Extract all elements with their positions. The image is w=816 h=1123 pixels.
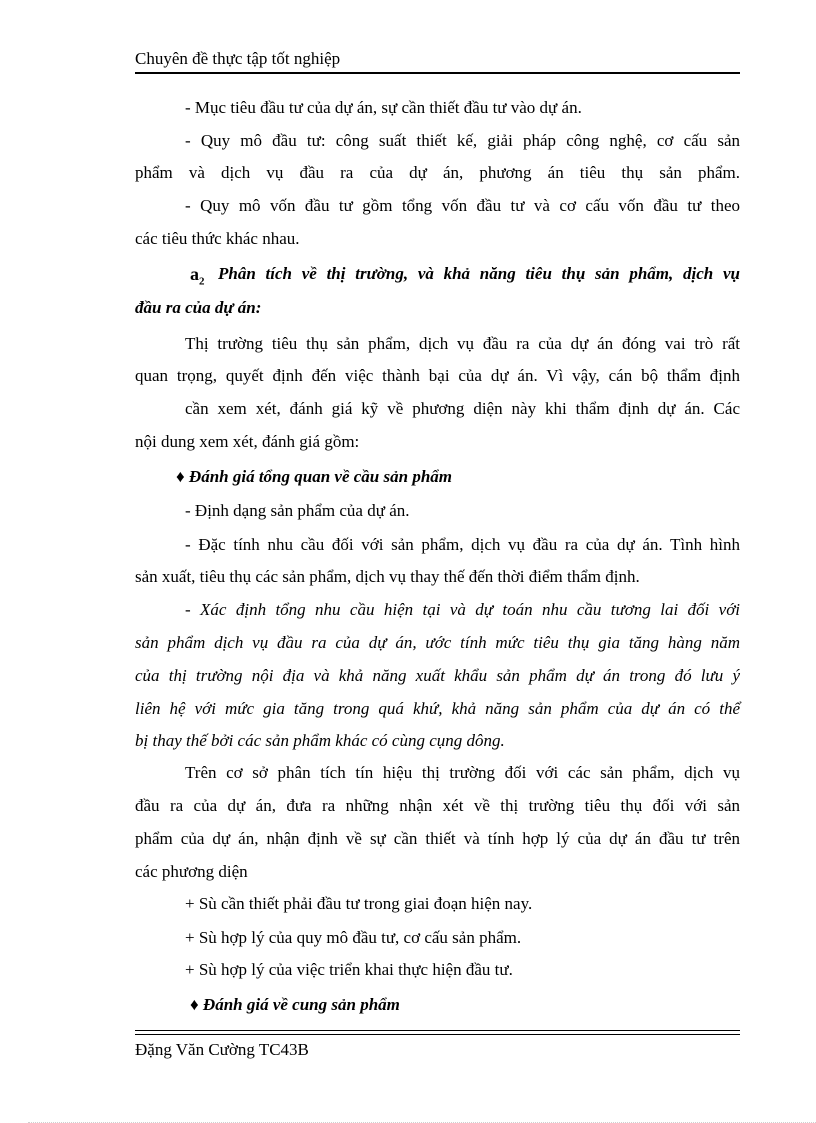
italic-line: sản phẩm dịch vụ đầu ra của dự án, ước tính mức tiêu thụ gia tăng hàng năm bbox=[135, 633, 740, 652]
heading-label: $a_2$ bbox=[190, 264, 205, 288]
list-item: + Sù cần thiết phải đầu tư trong giai đoạn hiện nay. bbox=[185, 894, 533, 913]
section-heading bbox=[190, 264, 205, 292]
body-line: các tiêu thức khác nhau. bbox=[135, 229, 300, 248]
body-line: quan trọng, quyết định đến việc thành bại của dự án. Vì vậy, cán bộ thẩm định bbox=[135, 366, 740, 385]
page-footer: Đặng Văn Cường TC43B bbox=[135, 1040, 309, 1059]
body-line: phẩm của dự án, nhận định về sự cần thiết và tính hợp lý của dự án đầu tư trên bbox=[135, 829, 740, 848]
footer-rule bbox=[135, 1030, 740, 1031]
body-line: - Đặc tính nhu cầu đối với sản phẩm, dịch vụ đầu ra của dự án. Tình hình bbox=[185, 535, 740, 554]
body-line: đầu ra của dự án, đưa ra những nhận xét về thị trường tiêu thụ đối với sản bbox=[135, 796, 740, 815]
body-line: phẩm và dịch vụ đầu ra của dự án, phương án tiêu thụ sản phẩm. bbox=[135, 163, 740, 182]
section-heading-text: đầu ra của dự án: bbox=[135, 298, 262, 317]
body-line: - Định dạng sản phẩm của dự án. bbox=[185, 501, 410, 520]
section-heading-text: Phân tích về thị trường, và khả năng tiêu thụ sản phẩm, dịch vụ bbox=[218, 264, 740, 283]
list-item: + Sù hợp lý của quy mô đầu tư, cơ cấu sản phẩm. bbox=[185, 928, 522, 947]
body-line: cần xem xét, đánh giá kỹ về phương diện này khi thẩm định dự án. Các bbox=[185, 399, 740, 418]
body-line: sản xuất, tiêu thụ các sản phẩm, dịch vụ thay thế đến thời điểm thẩm định. bbox=[135, 567, 640, 586]
italic-line: của thị trường nội địa và khả năng xuất khẩu sản phẩm dự án trong đó lưu ý bbox=[135, 666, 740, 685]
italic-line: bị thay thế bởi các sản phẩm khác có cùng cụng dông. bbox=[135, 731, 505, 750]
body-line: Thị trường tiêu thụ sản phẩm, dịch vụ đầu ra của dự án đóng vai trò rất bbox=[185, 334, 740, 353]
body-line: - Mục tiêu đầu tư của dự án, sự cần thiết đầu tư vào dự án. bbox=[185, 98, 582, 117]
body-line: - Quy mô vốn đầu tư gồm tổng vốn đầu tư và cơ cấu vốn đầu tư theo bbox=[185, 196, 740, 215]
footer-rule bbox=[135, 1034, 740, 1035]
body-line: các phương diện bbox=[135, 862, 248, 881]
body-line: nội dung xem xét, đánh giá gồm: bbox=[135, 432, 360, 451]
body-line: Trên cơ sở phân tích tín hiệu thị trường đối với các sản phẩm, dịch vụ bbox=[185, 763, 740, 782]
sub-heading: ♦ Đánh giá về cung sản phẩm bbox=[190, 995, 400, 1014]
sub-heading: ♦ Đánh giá tổng quan về cầu sản phẩm bbox=[176, 467, 453, 486]
body-line: - Quy mô đầu tư: công suất thiết kế, giải pháp công nghệ, cơ cấu sản bbox=[185, 131, 740, 150]
italic-line: - Xác định tổng nhu cầu hiện tại và dự toán nhu cầu tương lai đối với bbox=[185, 600, 740, 619]
italic-line: liên hệ với mức gia tăng trong quá khứ, khả năng sản phẩm của dự án có thể bbox=[135, 699, 740, 718]
page-header: Chuyên đề thực tập tốt nghiệp bbox=[135, 48, 740, 74]
list-item: + Sù hợp lý của việc triển khai thực hiện đầu tư. bbox=[185, 960, 513, 979]
